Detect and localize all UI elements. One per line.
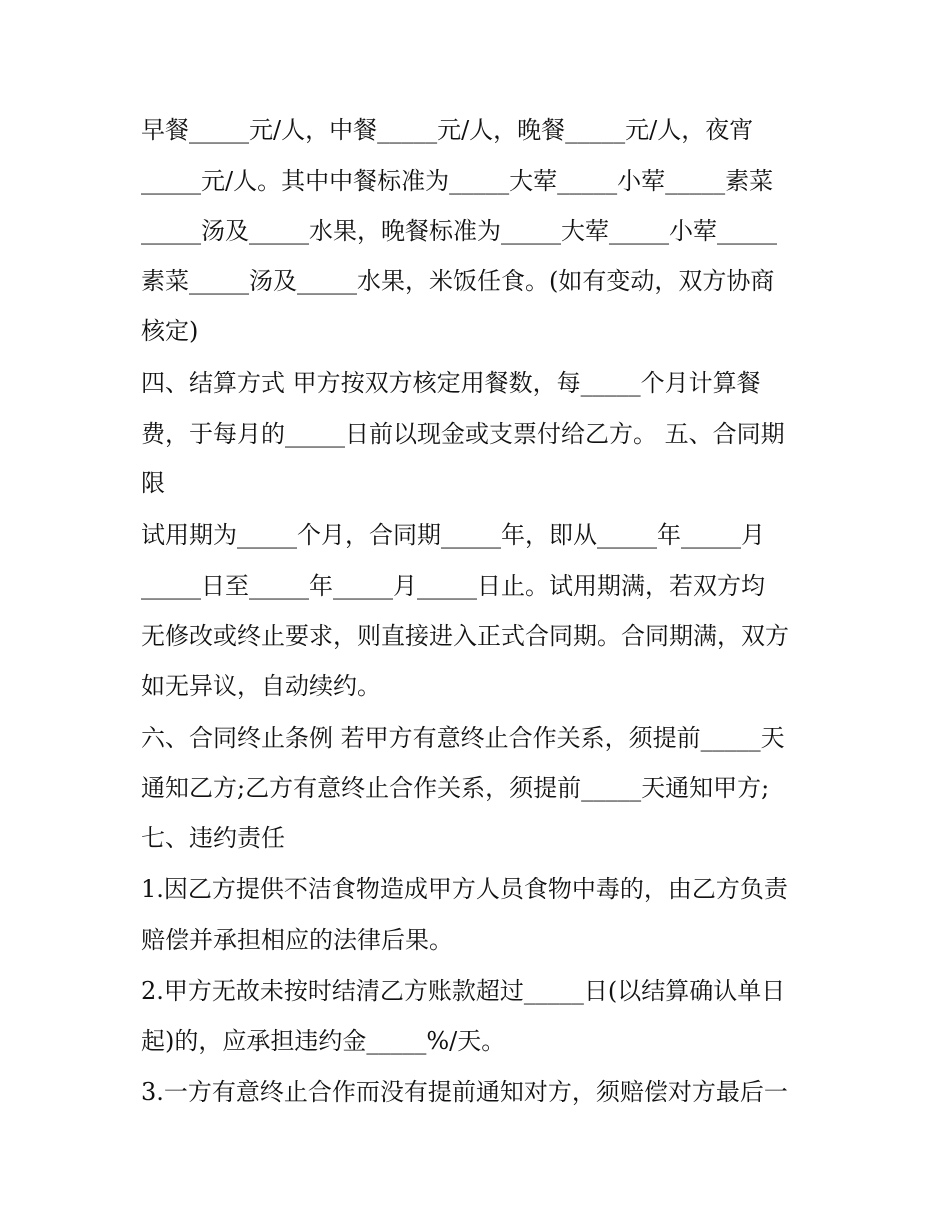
text-line: 起)的，应承担违约金_____%/天。 <box>141 1027 506 1055</box>
text-line: 费，于每月的_____日前以现金或支票付给乙方。 五、合同期 <box>141 420 785 448</box>
text-line: 四、结算方式 甲方按双方核定用餐数，每_____个月计算餐 <box>141 369 761 397</box>
text-line: 1.因乙方提供不洁食物造成甲方人员食物中毒的，由乙方负责 <box>141 875 788 903</box>
text-line: 3.一方有意终止合作而没有提前通知对方，须赔偿对方最后一 <box>141 1078 788 1106</box>
text-line: 限 <box>141 469 165 497</box>
text-line: _____元/人。其中中餐标准为_____大荤_____小荤_____素菜 <box>141 167 774 195</box>
text-line: 素菜_____汤及_____水果，米饭任食。(如有变动，双方协商 <box>141 267 775 295</box>
text-line: _____汤及_____水果，晚餐标准为_____大荤_____小荤_____ <box>141 217 777 245</box>
text-line: 六、合同终止条例 若甲方有意终止合作关系，须提前_____天 <box>141 724 785 752</box>
text-line: 无修改或终止要求，则直接进入正式合同期。合同期满，双方 <box>141 622 789 650</box>
text-line: 早餐_____元/人，中餐_____元/人，晚餐_____元/人，夜宵 <box>141 116 754 144</box>
text-line: _____日至_____年_____月_____日止。试用期满，若双方均 <box>141 572 765 600</box>
text-line: 核定) <box>141 317 199 345</box>
section-heading: 七、违约责任 <box>141 824 285 852</box>
text-line: 通知乙方;乙方有意终止合作关系，须提前_____天通知甲方; <box>141 774 770 802</box>
text-line: 试用期为_____个月，合同期_____年，即从_____年_____月 <box>141 521 765 549</box>
text-line: 2.甲方无故未按时结清乙方账款超过_____日(以结算确认单日 <box>141 977 786 1005</box>
text-line: 赔偿并承担相应的法律后果。 <box>141 926 453 954</box>
text-line: 如无异议，自动续约。 <box>141 672 381 700</box>
